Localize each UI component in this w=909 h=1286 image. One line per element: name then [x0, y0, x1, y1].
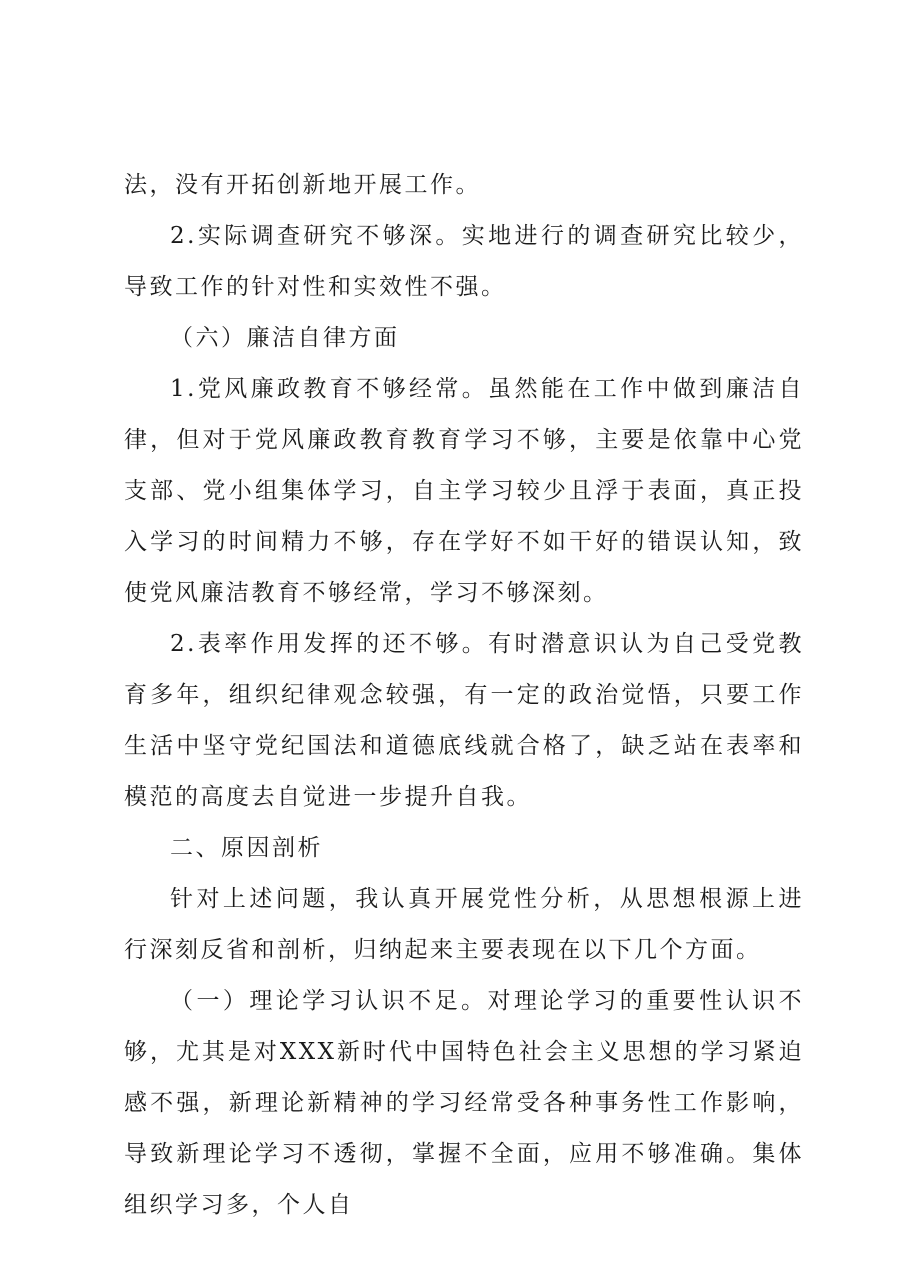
- paragraph-item-1-education: 1.党风廉政教育不够经常。虽然能在工作中做到廉洁自律，但对于党风廉政教育教育学习不够，主要是依靠中心党支部、党小组集体学习，自主学习较少且浮于表面，真正投入学习的时间精力不够，存在学好不如干好的错误认知，致使党风廉洁教育不够经常，学习不够深刻。: [124, 376, 804, 606]
- paragraph-analysis-intro: 针对上述问题，我认真开展党性分析，从思想根源上进行深刻反省和剖析，归纳起来主要表现在以下几个方面。: [124, 886, 804, 963]
- paragraph-continuation: 法，没有开拓创新地开展工作。: [124, 172, 481, 198]
- section-heading-cause-analysis: 二、原因剖析: [170, 835, 323, 861]
- paragraph-item-2-research: 2.实际调查研究不够深。实地进行的调查研究比较少，导致工作的针对性和实效性不强。: [124, 223, 804, 300]
- paragraph-theory-study: （一）理论学习认识不足。对理论学习的重要性认识不够，尤其是对XXX新时代中国特色社会主义思想的学习紧迫感不强，新理论新精神的学习经常受各种事务性工作影响，导致新理论学习不透彻，掌握不全面，应用不够准确。集体组织学习多，个人自: [124, 988, 804, 1218]
- document-body: [124, 160, 804, 1231]
- section-heading-integrity: （六）廉洁自律方面: [170, 325, 400, 351]
- paragraph-item-2-role-model: 2.表率作用发挥的还不够。有时潜意识认为自己受党教育多年，组织纪律观念较强，有一定的政治觉悟，只要工作生活中坚守党纪国法和道德底线就合格了，缺乏站在表率和模范的高度去自觉进一步提升自我。: [124, 631, 804, 810]
